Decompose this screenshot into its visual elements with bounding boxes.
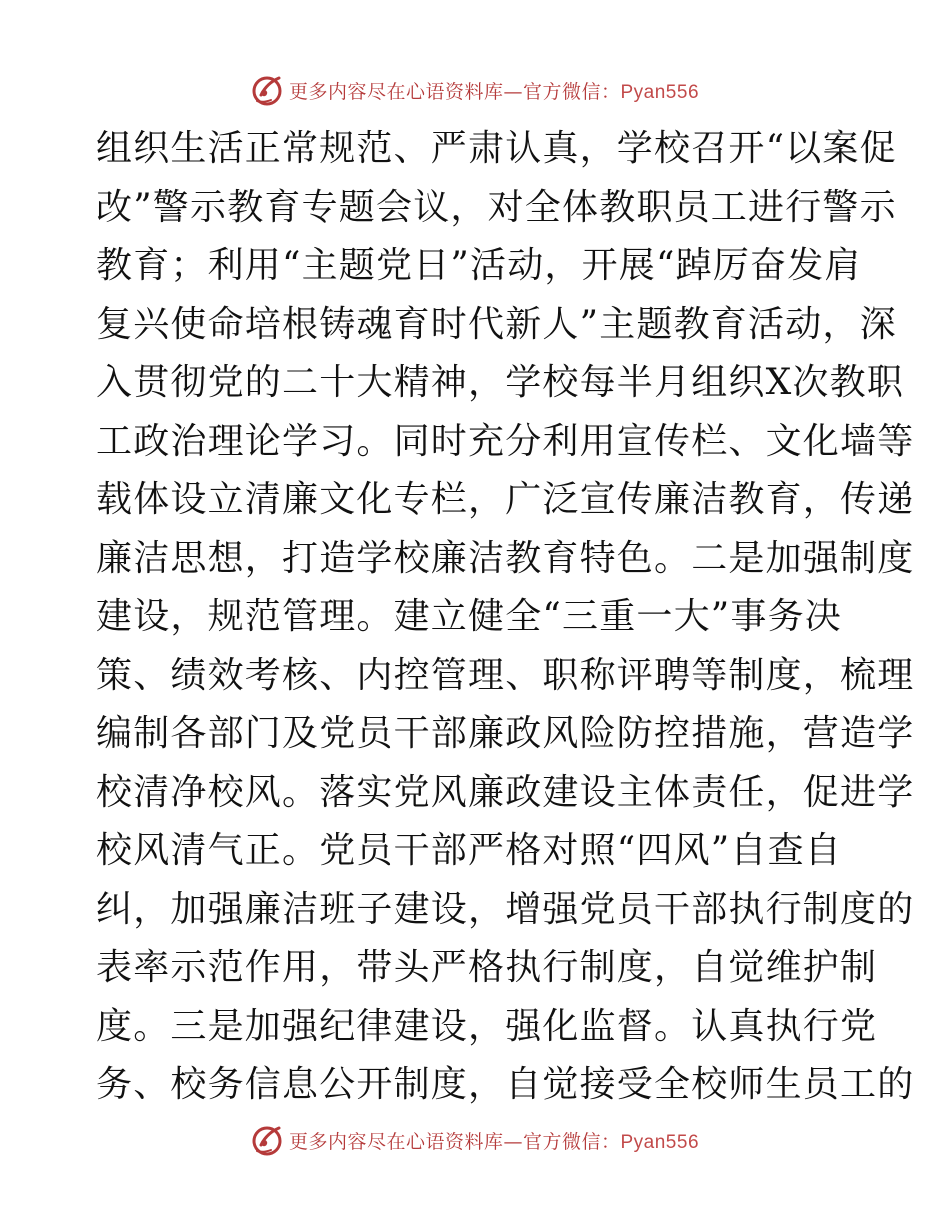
header-wechat-label: 官方微信：: [522, 80, 621, 103]
body-line: 组织生活正常规范、严肃认真，学校召开“以案促: [96, 128, 897, 169]
header-text: [289, 77, 699, 104]
footer-brand-text: 更多内容尽在心语资料库: [288, 1130, 504, 1153]
body-line: 建设，规范管理。建立健全“三重一大”事务决: [96, 596, 843, 637]
body-line: 载体设立清廉文化专栏，广泛宣传廉洁教育，传递: [96, 479, 915, 520]
footer-separator: —: [503, 1130, 523, 1153]
body-line: 度。三是加强纪律建设，强化监督。认真执行党: [96, 1005, 878, 1047]
header-wechat-id: Pyan556: [620, 81, 700, 103]
body-line: 务、校务信息公开制度，自觉接受全校师生员工的: [96, 1064, 915, 1105]
header-banner: [0, 70, 950, 110]
header-brand-text: 更多内容尽在心语资料库: [288, 80, 504, 103]
body-line: 复兴使命培根铸魂育时代新人”主题教育活动，深: [96, 303, 897, 345]
footer-banner: [0, 1120, 950, 1160]
header-separator: —: [503, 80, 523, 103]
footer-text: [289, 1127, 699, 1154]
document-body: [96, 120, 915, 1115]
body-line: 校清净校风。落实党风廉政建设主体责任，促进学: [96, 771, 915, 813]
body-line: 入贯彻党的二十大精神，学校每半月组织X次教职: [96, 362, 905, 403]
body-line: 廉洁思想，打造学校廉洁教育特色。二是加强制度: [96, 537, 915, 579]
body-line: 教育；利用“主题党日”活动，开展“踔厉奋发肩: [96, 245, 862, 286]
brush-logo-icon: [251, 73, 285, 107]
footer-wechat-id: Pyan556: [620, 1131, 700, 1153]
body-line: 策、绩效考核、内控管理、职称评聘等制度，梳理: [96, 654, 915, 696]
body-line: 改”警示教育专题会议，对全体教职员工进行警示: [96, 186, 897, 228]
body-line: 纠，加强廉洁班子建设，增强党员干部执行制度的: [96, 888, 915, 930]
body-line: 工政治理论学习。同时充分利用宣传栏、文化墙等: [96, 420, 915, 462]
body-line: 编制各部门及党员干部廉政风险防控措施，营造学: [96, 713, 915, 754]
body-line: 表率示范作用，带头严格执行制度，自觉维护制: [96, 947, 878, 988]
footer-wechat-label: 官方微信：: [522, 1130, 621, 1153]
body-line: 校风清气正。党员干部严格对照“四风”自查自: [96, 830, 843, 871]
brush-logo-icon: [251, 1123, 285, 1157]
